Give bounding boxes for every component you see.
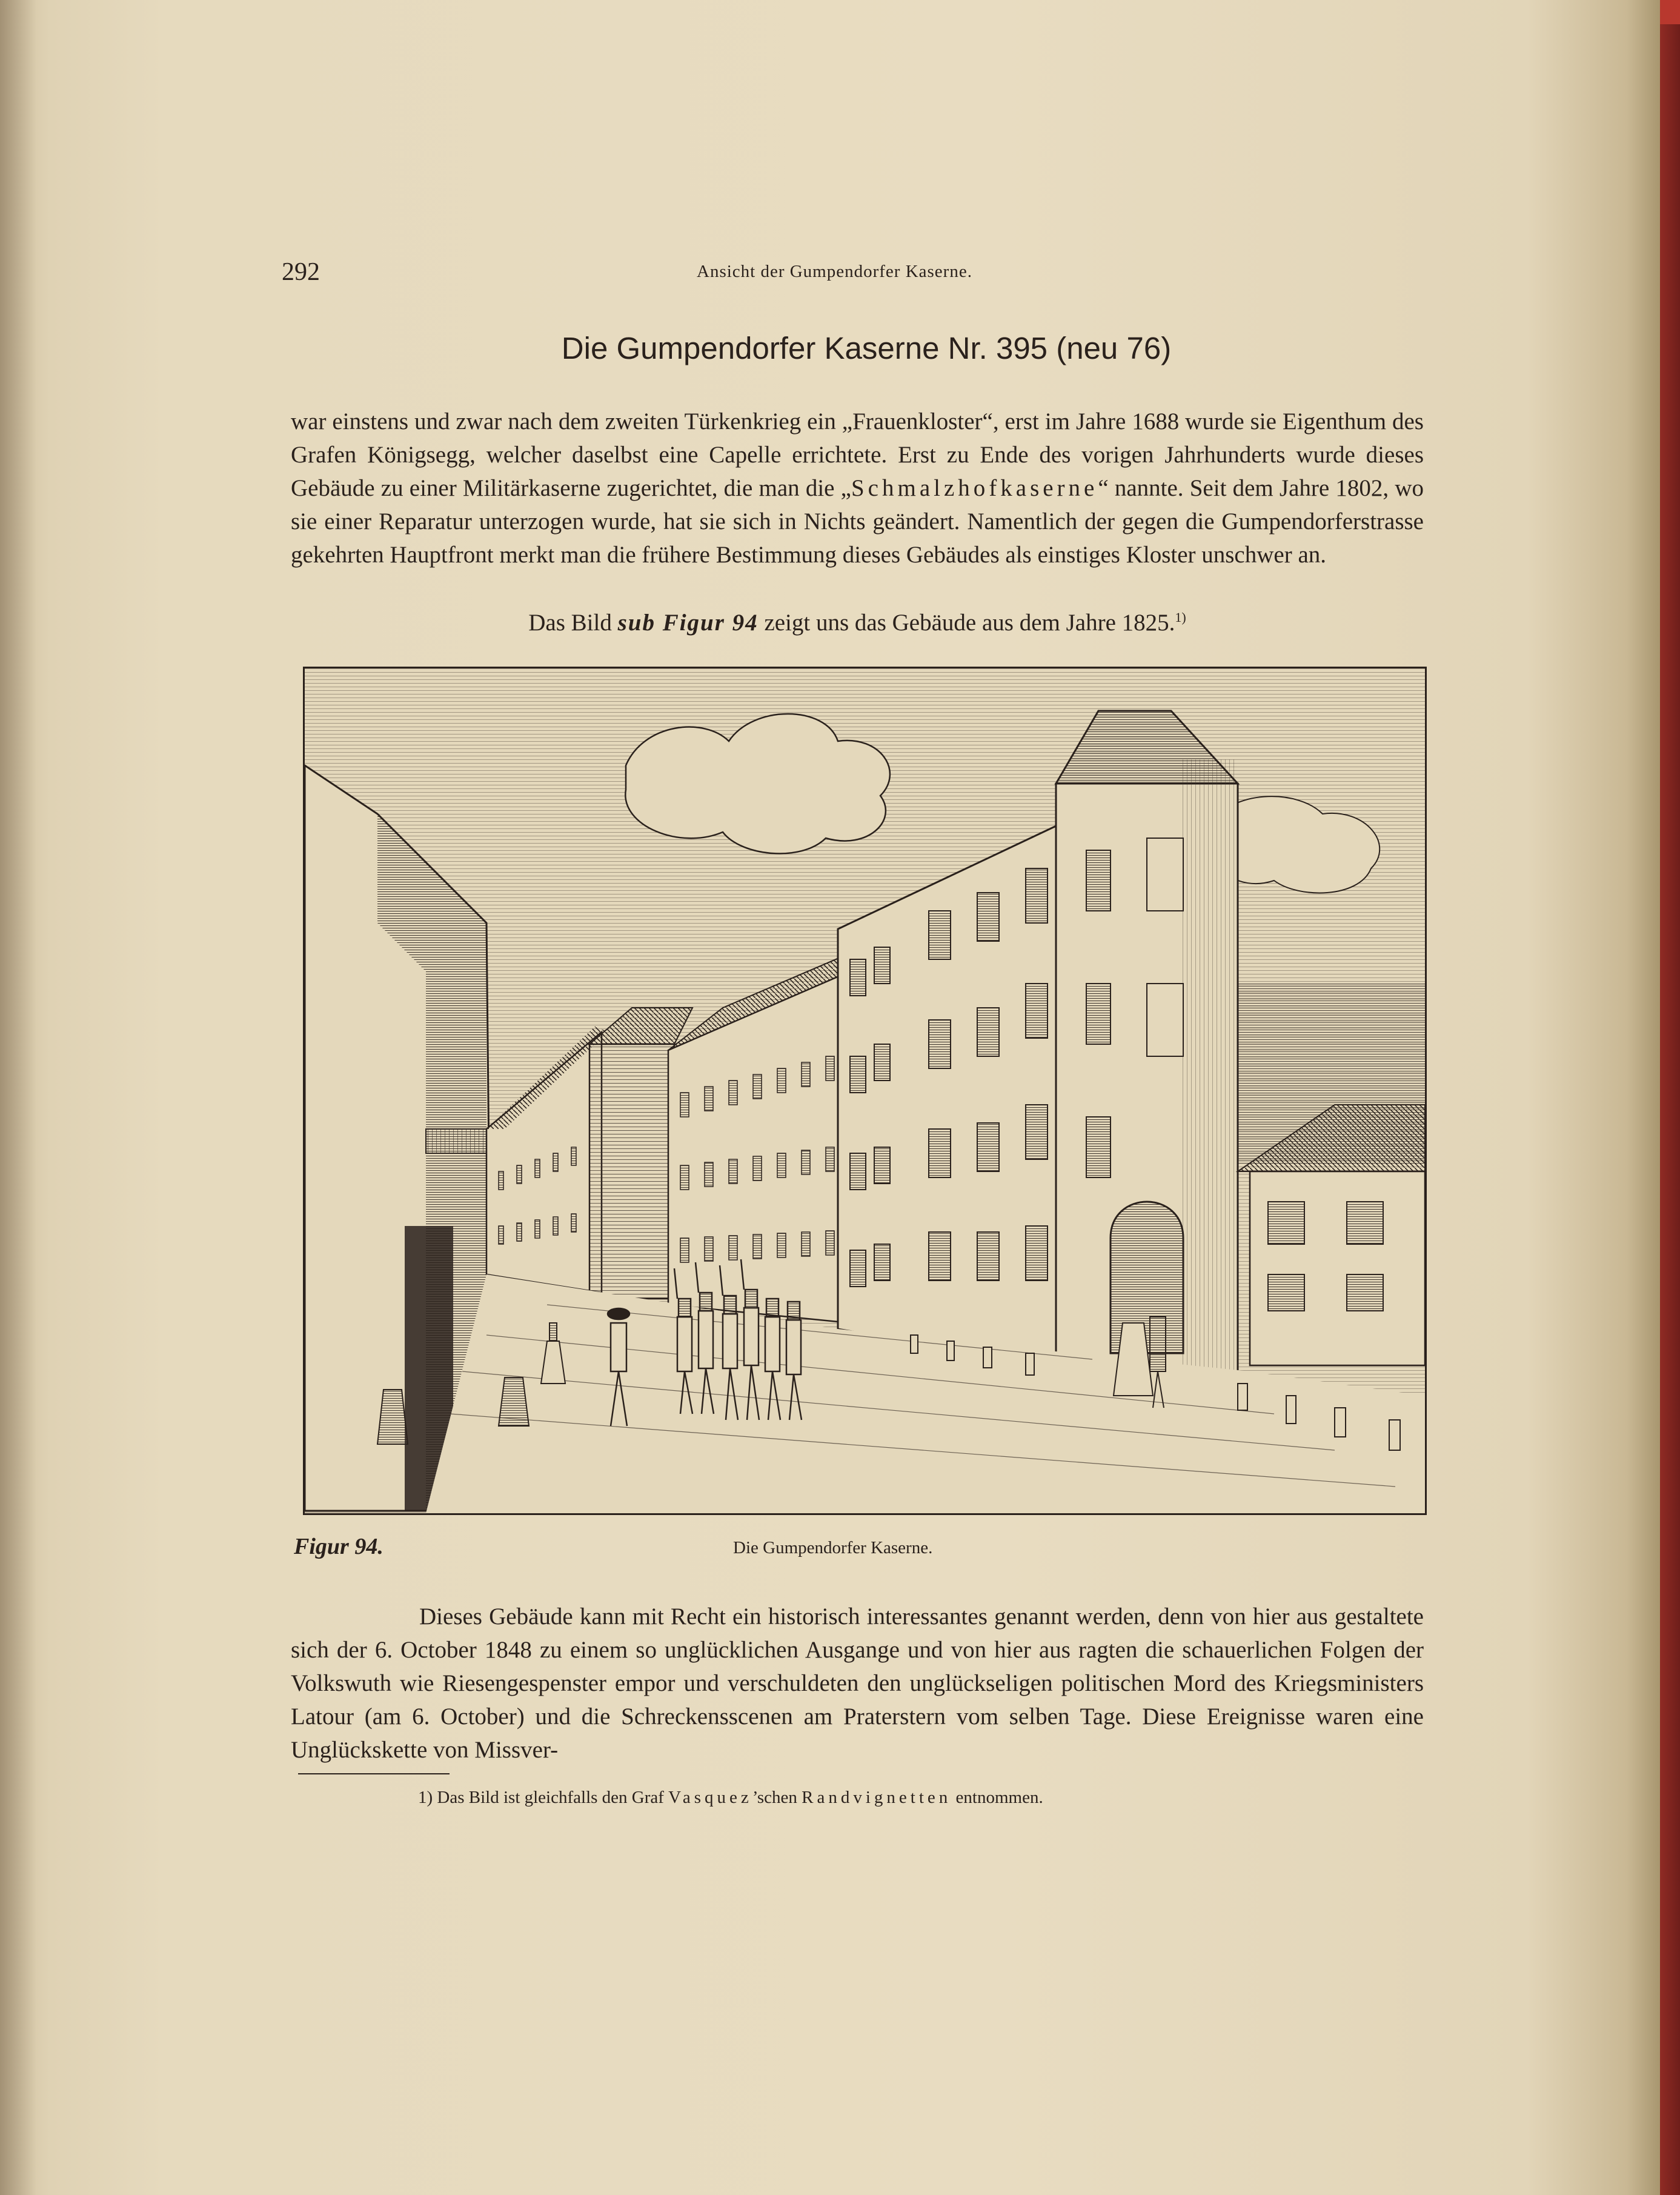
article-title: Die Gumpendorfer Kaserne Nr. 395 (neu 76) xyxy=(561,331,1172,365)
intro-text-1: war einstens und zwar nach dem zweiten Türkenkrieg ein „Frauenkloster“, erst im Jahre 1688 wurde sie Eigenthum des Grafen Königsegg, welcher daselbst eine Capelle errichtete. Erst zu Ende des vorigen Jahrhunderts wurde dieses Gebäude zu einer Militärkaserne zugerichtet, die man die „ xyxy=(291,408,1424,501)
right-house-window xyxy=(1347,1274,1383,1311)
tower-side-shade xyxy=(1182,759,1238,1371)
gutter-shadow xyxy=(0,0,36,2195)
middle-block xyxy=(589,1044,674,1299)
figref-footnote-marker: 1) xyxy=(1175,610,1186,625)
figure-caption: Die Gumpendorfer Kaserne. xyxy=(733,1538,933,1557)
right-house xyxy=(1250,1171,1425,1365)
footnote-name: Vasquez xyxy=(668,1788,752,1807)
page-number: 292 xyxy=(282,258,320,286)
footnote-marker: 1) xyxy=(418,1788,433,1807)
continuation-paragraph xyxy=(291,1600,1424,1767)
right-house-window xyxy=(1268,1202,1304,1244)
intro-paragraph xyxy=(291,405,1424,571)
footnote-text-2: ’schen xyxy=(752,1788,802,1807)
continuation-text: Dieses Gebäude kann mit Recht ein historisch interessantes genannt werden, denn von hier aus gestaltete sich der 6. October 1848 zu einem so unglücklichen Ausgange und von hier aus ragten die schauerlichen Folgen der Volkswuth wie Riesengespenster empor und verschuldeten den unglückseligen politischen Mord des Kriegsministers Latour (am 6. October) und die Schreckensscenen am Praterstern vom selben Tage. Diese Ereignisse waren eine Unglückskette von Missver- xyxy=(291,1604,1424,1763)
figure-label: Figur 94. xyxy=(294,1534,383,1559)
figref-bold: sub Figur 94 xyxy=(617,610,759,636)
footnote-rule xyxy=(298,1773,450,1774)
footnote-text-1: Das Bild ist gleichfalls den Graf xyxy=(433,1788,669,1807)
figref-pre: Das Bild xyxy=(528,610,618,636)
footnote-text-3: entnommen. xyxy=(951,1788,1043,1807)
footnote xyxy=(418,1788,1043,1808)
figure-engraving xyxy=(303,667,1427,1515)
figref-post: zeigt uns das Gebäude aus dem Jahre 1825. xyxy=(758,610,1175,636)
engraving-illustration xyxy=(305,668,1425,1513)
right-house-window xyxy=(1347,1202,1383,1244)
right-house-window xyxy=(1268,1274,1304,1311)
footnote-word: Randvignetten xyxy=(802,1788,952,1807)
spaced-name: Schmalzhofkaserne xyxy=(851,475,1098,501)
figure-reference-line xyxy=(291,609,1424,636)
intro-text-2: “ nannte. Seit dem Jahre 1802, wo sie einer Reparatur unterzogen wurde, hat sie sich in Nichts geändert. Namentlich der gegen die Gumpendorferstrasse gekehrten Hauptfront merkt man die frühere Bestimmung dieses Gebäudes als einstiges Kloster unschwer an. xyxy=(291,475,1424,568)
running-head: Ansicht der Gumpendorfer Kaserne. xyxy=(697,262,972,281)
